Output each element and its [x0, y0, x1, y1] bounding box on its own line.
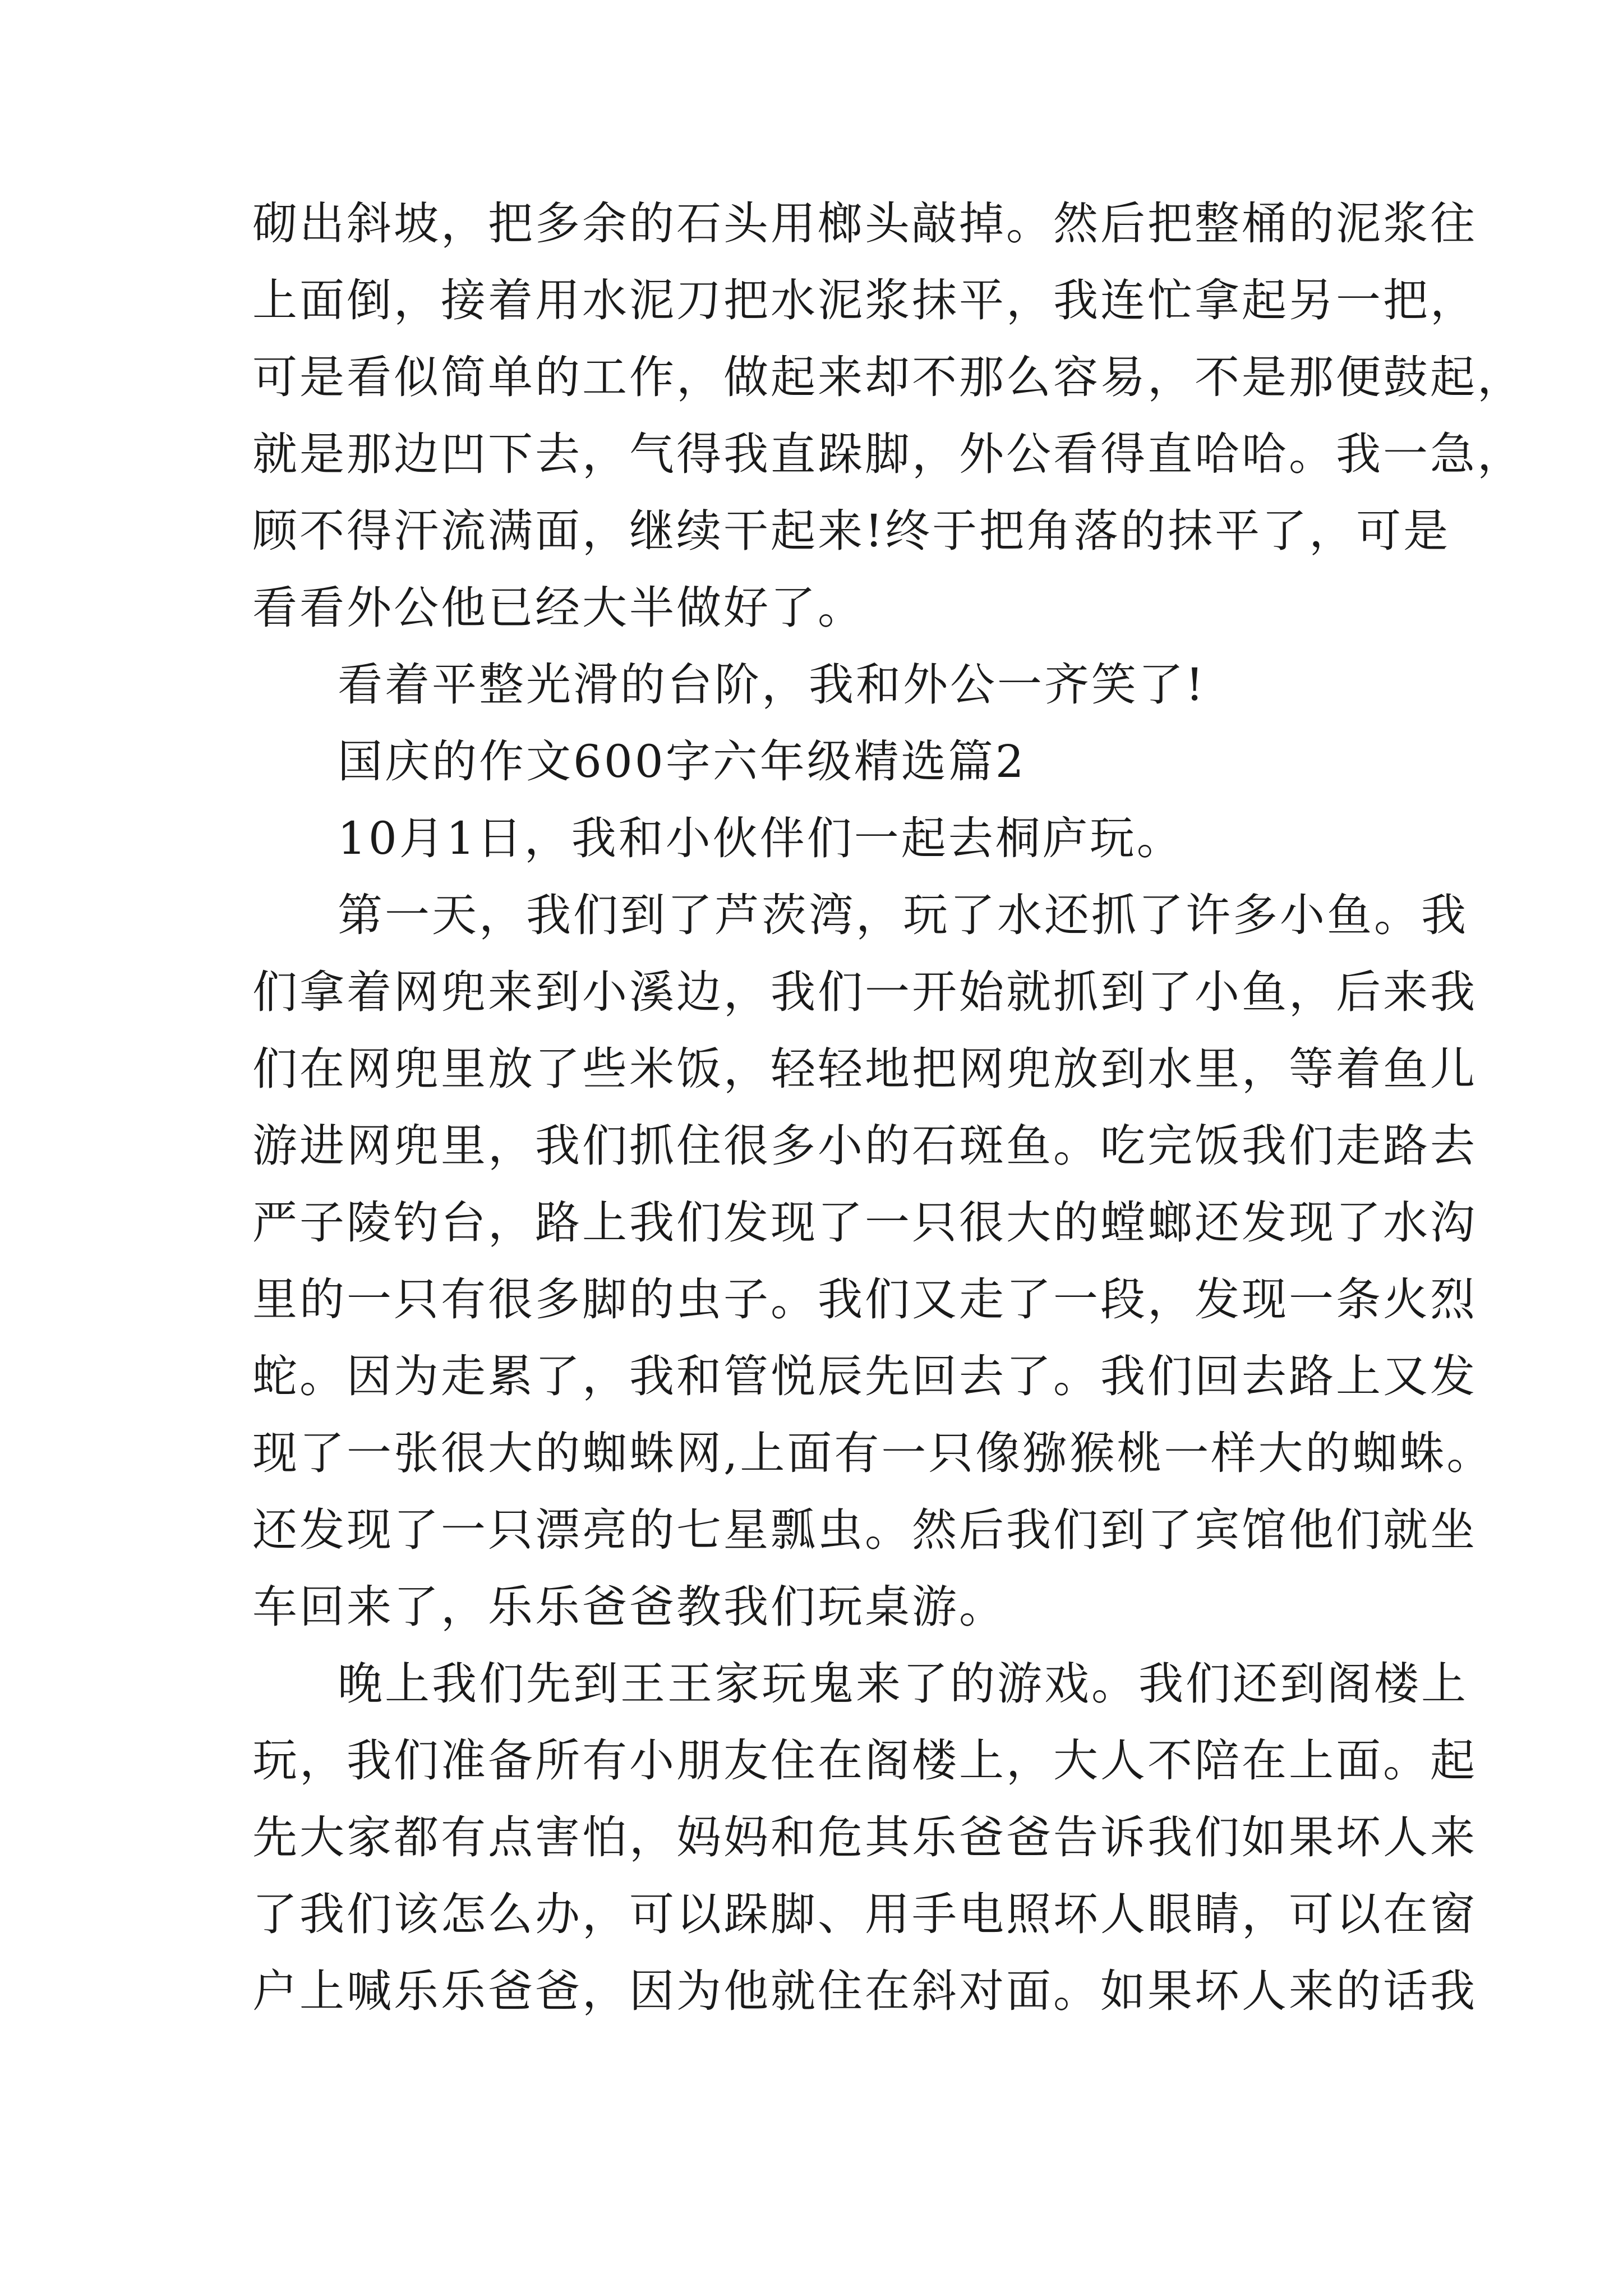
text-line: 们拿着网兜来到小溪边，我们一开始就抓到了小鱼，后来我 — [252, 966, 1477, 1018]
paragraph-start-line: 10月1日，我和小伙伴们一起去桐庐玩。 — [338, 812, 1184, 864]
paragraph-start-line: 看着平整光滑的台阶，我和外公一齐笑了! — [338, 659, 1206, 711]
text-line: 车回来了，乐乐爸爸教我们玩桌游。 — [252, 1581, 1006, 1633]
text-line: 现了一张很大的蜘蛛网,上面有一只像猕猴桃一样大的蜘蛛。 — [252, 1427, 1494, 1479]
text-line: 们在网兜里放了些米饭，轻轻地把网兜放到水里，等着鱼儿 — [252, 1043, 1477, 1095]
text-line: 先大家都有点害怕，妈妈和危其乐爸爸告诉我们如果坏人来 — [252, 1811, 1477, 1864]
text-line: 户上喊乐乐爸爸，因为他就住在斜对面。如果坏人来的话我 — [252, 1965, 1477, 2017]
text-line: 上面倒，接着用水泥刀把水泥浆抹平，我连忙拿起另一把， — [252, 274, 1477, 326]
text-line: 严子陵钓台，路上我们发现了一只很大的螳螂还发现了水沟 — [252, 1197, 1477, 1249]
text-line: 就是那边凹下去，气得我直跺脚，外公看得直哈哈。我一急， — [252, 428, 1524, 480]
text-line: 砌出斜坡，把多余的石头用榔头敲掉。然后把整桶的泥浆往 — [252, 197, 1477, 250]
text-line: 顾不得汗流满面，继续干起来!终于把角落的抹平了，可是 — [252, 505, 1451, 557]
text-line: 蛇。因为走累了，我和管悦辰先回去了。我们回去路上又发 — [252, 1350, 1477, 1402]
text-line: 看看外公他已经大半做好了。 — [252, 582, 865, 634]
section-heading: 国庆的作文600字六年级精选篇2 — [338, 735, 1026, 788]
text-line: 游进网兜里，我们抓住很多小的石斑鱼。吃完饭我们走路去 — [252, 1120, 1477, 1172]
essay-body — [252, 185, 1524, 2030]
text-line: 还发现了一只漂亮的七星瓢虫。然后我们到了宾馆他们就坐 — [252, 1504, 1477, 1556]
paragraph-start-line: 第一天，我们到了芦茨湾，玩了水还抓了许多小鱼。我 — [338, 889, 1468, 941]
text-line: 玩，我们准备所有小朋友住在阁楼上，大人不陪在上面。起 — [252, 1734, 1477, 1787]
text-line: 可是看似简单的工作，做起来却不那么容易，不是那便鼓起， — [252, 351, 1524, 403]
text-line: 了我们该怎么办，可以跺脚、用手电照坏人眼睛，可以在窗 — [252, 1888, 1477, 1940]
text-line: 里的一只有很多脚的虫子。我们又走了一段，发现一条火烈 — [252, 1273, 1477, 1326]
paragraph-start-line: 晚上我们先到王王家玩鬼来了的游戏。我们还到阁楼上 — [338, 1658, 1468, 1710]
